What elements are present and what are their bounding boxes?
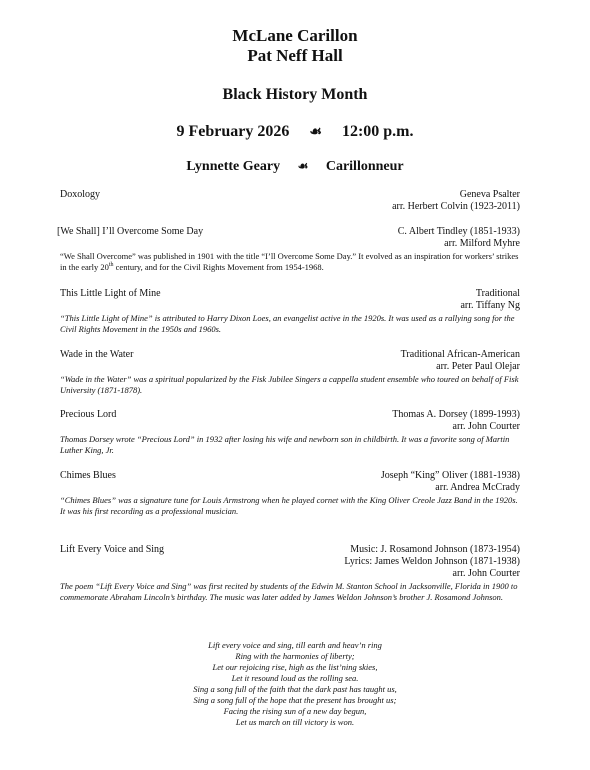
lyric-line: Sing a song full of the faith that the dark past has taught us,: [193, 684, 397, 694]
piece-title: [We Shall] I’ll Overcome Some Day: [57, 226, 204, 237]
program-piece-chimes-blues: [60, 470, 520, 516]
lyric-line: Facing the rising sun of a new day begun,: [223, 706, 367, 716]
piece-arranger: arr. Andrea McCrady: [435, 482, 520, 493]
piece-lyricist: Lyrics: James Weldon Johnson (1871-1938): [344, 556, 520, 567]
piece-note: Thomas Dorsey wrote “Precious Lord” in 1932 after losing his wife and newborn son in childbirth. It was a favorite song of Martin Luther King, Jr.: [60, 434, 510, 455]
lyric-line: Let us march on till victory is won.: [235, 717, 355, 727]
program-piece-lift-every-voice: [60, 544, 520, 602]
fleuron-ornament-icon: ☙: [297, 159, 309, 173]
lyrics-block: [0, 640, 590, 728]
performer-name: Lynnette Geary: [186, 159, 281, 174]
program-piece-precious-lord: [60, 409, 520, 455]
piece-title: Precious Lord: [60, 409, 117, 420]
piece-credit: Geneva Psalter: [459, 189, 520, 200]
occasion-title: Black History Month: [222, 86, 368, 103]
date-time-line: [0, 123, 590, 142]
lyric-line: Let it resound loud as the rolling sea.: [231, 673, 359, 683]
piece-credit: C. Albert Tindley (1851-1933): [397, 226, 520, 237]
piece-arranger: arr. Tiffany Ng: [460, 300, 520, 311]
piece-credit: Thomas A. Dorsey (1899-1993): [392, 409, 520, 420]
piece-arranger: arr. Herbert Colvin (1923-2011): [392, 201, 520, 212]
lyric-line: Let our rejoicing rise, high as the list’ning skies,: [212, 662, 378, 672]
piece-arranger: arr. Milford Myhre: [444, 238, 520, 249]
piece-title: Wade in the Water: [60, 349, 134, 360]
piece-arranger: arr. John Courter: [452, 568, 520, 579]
piece-note: “Wade in the Water” was a spiritual popularized by the Fisk Jubilee Singers a cappella student ensemble who toured on behalf of Fisk University (1871-1878).: [60, 374, 519, 395]
concert-time: 12:00 p.m.: [341, 123, 414, 140]
piece-title: Chimes Blues: [60, 470, 116, 481]
program-piece-wade: [60, 349, 520, 395]
piece-credit: Music: J. Rosamond Johnson (1873-1954): [350, 544, 520, 555]
piece-arranger: arr. Peter Paul Olejar: [436, 361, 520, 372]
venue-title: McLane Carillon: [232, 26, 358, 45]
piece-arranger: arr. John Courter: [452, 421, 520, 432]
piece-title: Doxology: [60, 189, 100, 200]
performer-role: Carillonneur: [325, 159, 404, 174]
piece-credit: Traditional African-American: [400, 349, 520, 360]
piece-note: The poem “Lift Every Voice and Sing” was first recited by students of the Edwin M. Stanton School in Jacksonville, Florida in 1900 to commemorate Abraham Lincoln’s birthday. The music was later added by James Weldon Johnson’s brother J. Rosamond Johnson.: [60, 581, 518, 602]
piece-note: “Chimes Blues” was a signature tune for Louis Armstrong when he played cornet with the King Oliver Creole Jazz Band in the 1920s. It was his first recording as a professional musician.: [60, 495, 518, 516]
piece-note: “We Shall Overcome” was published in 1901 with the title “I’ll Overcome Some Day.” It evolved as an inspiration for workers’ strikes in the early 20th century, and for the Civil Rights Movement from 1954-1968.: [60, 251, 519, 272]
concert-date: 9 February 2026: [176, 123, 290, 140]
piece-title: This Little Light of Mine: [60, 288, 161, 299]
fleuron-ornament-icon: ☙: [309, 125, 322, 140]
piece-credit: Joseph “King” Oliver (1881-1938): [380, 470, 520, 481]
lyric-line: Lift every voice and sing, till earth and heav’n ring: [208, 640, 382, 650]
lyric-line: Ring with the harmonies of liberty;: [235, 651, 355, 661]
program-piece-doxology: [60, 189, 520, 213]
piece-note: “This Little Light of Mine” is attributed to Harry Dixon Loes, an evangelist active in the 1920s. It was used as a rallying song for the Civil Rights Movement in the 1950s and 1960s.: [60, 313, 515, 334]
hall-title: Pat Neff Hall: [247, 46, 343, 65]
performer-line: [0, 158, 590, 175]
lyric-line: Sing a song full of the hope that the present has brought us;: [193, 695, 397, 705]
piece-credit: Traditional: [475, 288, 520, 299]
program-piece-little-light: [60, 288, 520, 334]
program-piece-overcome: [57, 226, 520, 272]
piece-title: Lift Every Voice and Sing: [60, 544, 165, 555]
